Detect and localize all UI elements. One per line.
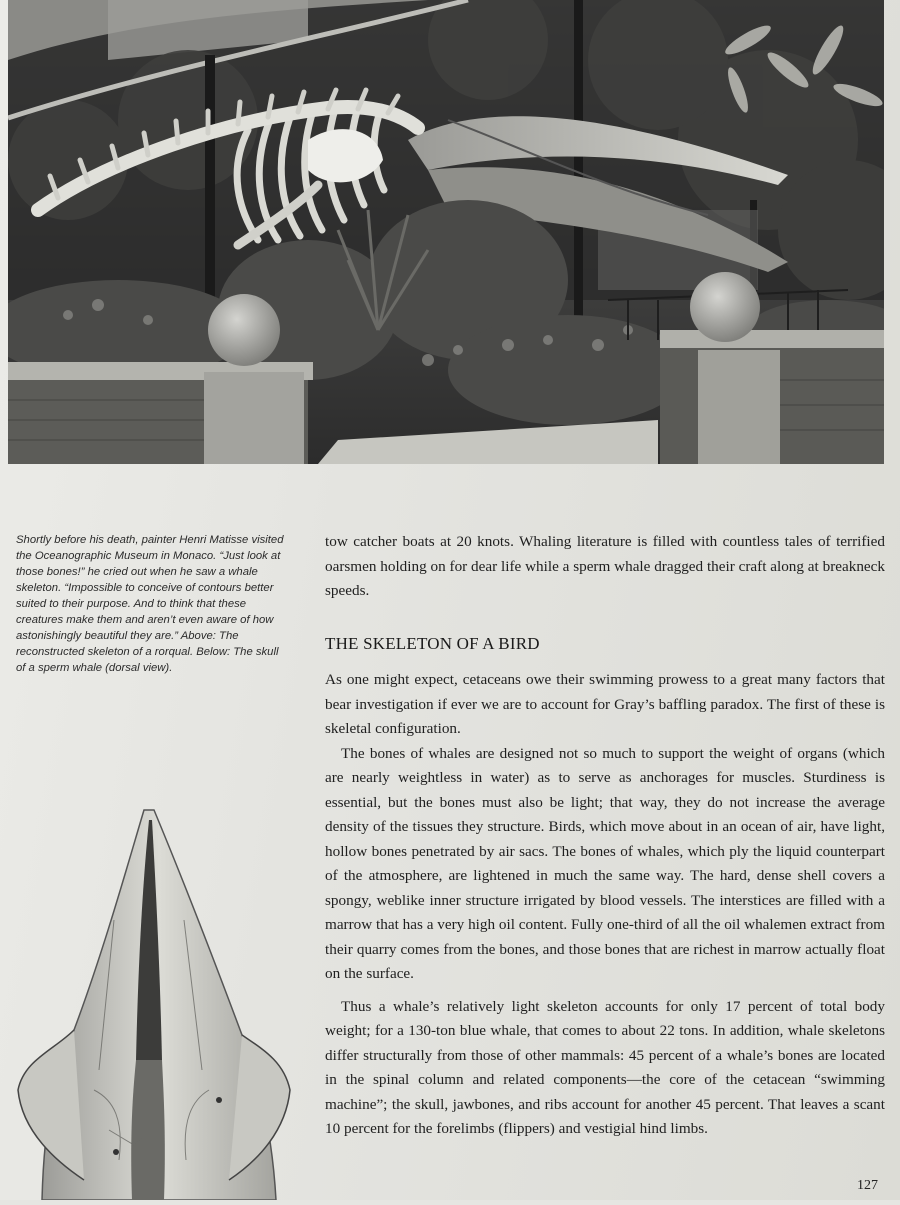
section-heading: THE SKELETON OF A BIRD xyxy=(325,633,540,653)
photo-caption xyxy=(16,532,284,676)
sperm-whale-skull-illustration xyxy=(14,800,294,1200)
body-text-column xyxy=(325,530,885,1142)
body-paragraph-3: Thus a whale’s relatively light skeleton accounts for only 17 percent of total body weight; for a 130-ton blue whale, that comes to about 22 tons. In addition, whale skeletons differ structurally from those of other mammals: 45 percent of a whale’s bones are located in the spinal column and related components—the core of the cetacean “swimming machine”; the skull, jawbones, and ribs account for another 45 percent. That leaves a scant 10 percent for the forelimbs (flippers) and vestigial hind limbs. xyxy=(325,997,885,1137)
skull-drawing xyxy=(14,800,294,1200)
continuation-paragraph: tow catcher boats at 20 knots. Whaling literature is filled with countless tales of terrified oarsmen holding on for dear life while a sperm whale dragged their craft along at breakneck speeds. xyxy=(325,533,885,599)
body-paragraph-2: The bones of whales are designed not so much to support the weight of organs (which are nearly weightless in water) as to serve as anchorages for muscles. Sturdiness is essential, but the bones must also be light; that way, they do not increase the average density of the tissues they structure. Birds, which move about in an ocean of air, have light, hollow bones penetrated by air sacs. The bones of whales, which ply the liquid counterpart of the atmosphere, are lightened in much the same way. The hard, dense shell covers a spongy, weblike inner structure irrigated by blood vessels. The interstices are filled with a marrow that has a very high oil content. Fully one-third of all the oil whalemen extract from their quarry comes from the bones, and those bones that are richest in marrow actually float on the surface. xyxy=(325,744,885,982)
whale-skeleton-photo xyxy=(8,0,884,464)
body-paragraph-1: As one might expect, cetaceans owe their swimming prowess to a great many factors that bear investigation if ever we are to account for Gray’s baffling paradox. The first of these is skeletal configuration. xyxy=(325,671,885,737)
caption-text: Shortly before his death, painter Henri Matisse visited the Oceanographic Museum in Monaco. “Just look at those bones!” he cried out when he saw a whale skeleton. “Impossible to conceive of contours better suited to their purpose. And to think that these creatures make them and aren’t even aware of how astonishingly beautiful they are.” Above: The reconstructed skeleton of a rorqual. Below: The skull of a sperm whale (dorsal view). xyxy=(16,534,284,674)
page-number: 127 xyxy=(857,1178,878,1193)
whale-skeleton-photo-graphic xyxy=(8,0,884,464)
